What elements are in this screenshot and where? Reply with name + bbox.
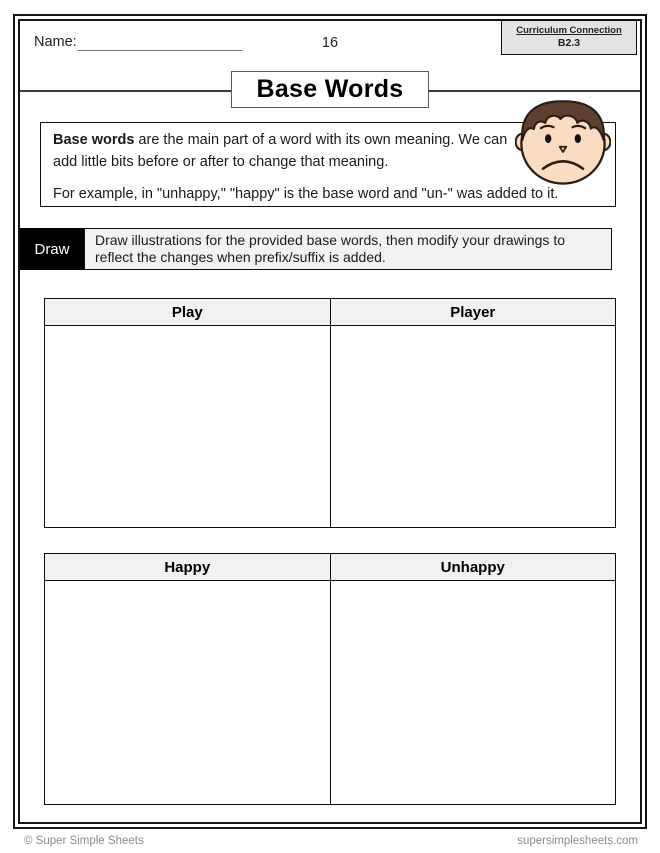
table-body-row bbox=[45, 326, 615, 527]
task-instruction-text: Draw illustrations for the provided base words, then modify your drawings to reflect the changes when prefix/suffix is added. bbox=[95, 231, 565, 265]
drawing-area-unhappy[interactable] bbox=[331, 581, 616, 804]
website-link[interactable]: supersimplesheets.com bbox=[517, 835, 638, 847]
drawing-area-happy[interactable] bbox=[45, 581, 331, 804]
curriculum-connection-box bbox=[501, 20, 637, 55]
task-type-label: Draw bbox=[20, 228, 84, 270]
table-header-row bbox=[45, 554, 615, 581]
column-header-play: Play bbox=[45, 299, 331, 325]
name-input-line[interactable] bbox=[77, 50, 243, 51]
column-header-happy: Happy bbox=[45, 554, 331, 580]
drawing-table-happy bbox=[44, 553, 616, 805]
curriculum-connection-title: Curriculum Connection bbox=[516, 25, 622, 36]
page-number: 16 bbox=[321, 35, 339, 51]
name-label: Name: bbox=[34, 34, 77, 50]
intro-paragraph-2: For example, in "unhappy," "happy" is the base word and "un-" was added to it. bbox=[53, 186, 559, 202]
intro-bold-lead: Base words bbox=[53, 132, 135, 148]
intro-paragraph-1 bbox=[53, 130, 523, 173]
task-instruction-box bbox=[84, 228, 612, 270]
drawing-table-play bbox=[44, 298, 616, 528]
copyright-text: © Super Simple Sheets bbox=[24, 835, 144, 847]
drawing-area-player[interactable] bbox=[331, 326, 616, 527]
table-body-row bbox=[45, 581, 615, 804]
curriculum-connection-code: B2.3 bbox=[557, 37, 581, 49]
table-header-row bbox=[45, 299, 615, 326]
title-box bbox=[231, 71, 429, 108]
page-title: Base Words bbox=[256, 75, 404, 103]
sad-boy-face-icon bbox=[515, 97, 611, 185]
column-header-unhappy: Unhappy bbox=[440, 558, 505, 576]
intro-line1-rest: are the main part of a word with its own meaning. We can add little bits before or after to change that meaning. bbox=[53, 132, 508, 170]
column-header-player: Player bbox=[450, 303, 496, 321]
drawing-area-play[interactable] bbox=[45, 326, 331, 527]
